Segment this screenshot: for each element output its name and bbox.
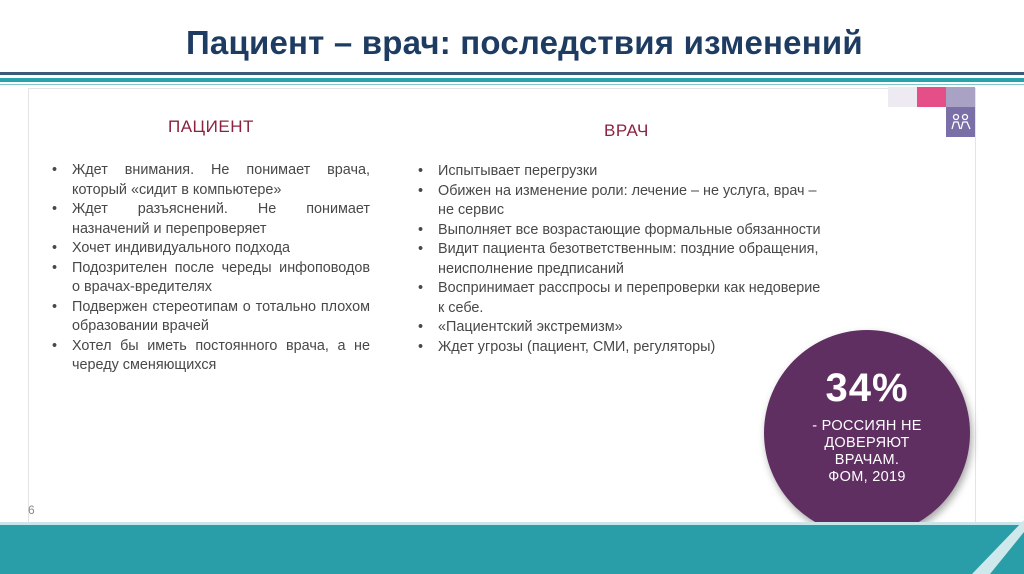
footer-band — [0, 525, 1024, 574]
list-item: • Ждет угрозы (пациент, СМИ, регуляторы) — [414, 338, 824, 358]
list-item: • Ждет разъяснений. Не понимает назначений и перепроверяет — [48, 200, 370, 239]
people-logo-icon — [946, 107, 975, 137]
stat-caption-line: ФОМ, 2019 — [828, 469, 906, 485]
decor-square-lavender — [946, 87, 975, 107]
list-item: • Воспринимает расспросы и перепроверки как недоверие к себе. — [414, 279, 824, 318]
stat-caption-line: ВРАЧАМ. — [834, 452, 900, 468]
slide-title: Пациент – врач: последствия изменений — [186, 24, 863, 61]
list-item: • Подвержен стереотипам о тотально плохом образовании врачей — [48, 298, 370, 337]
title-divider-dark — [0, 72, 1024, 75]
stat-percent: 34% — [825, 366, 909, 410]
decor-square-light — [888, 87, 917, 107]
list-item: • «Пациентский экстремизм» — [414, 318, 824, 338]
stat-circle — [764, 330, 970, 536]
slide-number: 6 — [28, 503, 35, 517]
list-item: • Видит пациента безответственным: поздние обращения, неисполнение предписаний — [414, 240, 824, 279]
stat-caption-line: ДОВЕРЯЮТ — [824, 435, 910, 451]
list-item: • Подозрителен после череды инфоповодов о врачах-вредителях — [48, 259, 370, 298]
footer-corner-accent-dark — [990, 532, 1024, 574]
list-item: • Выполняет все возрастающие формальные обязанности — [414, 221, 824, 241]
patient-list — [48, 161, 370, 376]
list-item: • Обижен на изменение роли: лечение – не услуга, врач – не сервис — [414, 182, 824, 221]
list-item: • Ждет внимания. Не понимает врача, который «сидит в компьютере» — [48, 161, 370, 200]
list-item: • Хотел бы иметь постоянного врача, а не череду сменяющихся — [48, 337, 370, 376]
patient-column-header: ПАЦИЕНТ — [168, 117, 254, 136]
title-divider-teal — [0, 78, 1024, 82]
doctor-column-header: ВРАЧ — [604, 121, 649, 140]
title-divider-teal-thin — [0, 84, 1024, 85]
list-item: • Испытывает перегрузки — [414, 162, 824, 182]
list-item: • Хочет индивидуального подхода — [48, 239, 370, 259]
doctor-list — [414, 162, 824, 357]
decor-square-pink — [917, 87, 946, 107]
stat-caption — [784, 418, 950, 486]
stat-caption-line: - РОССИЯН НЕ — [812, 418, 922, 434]
